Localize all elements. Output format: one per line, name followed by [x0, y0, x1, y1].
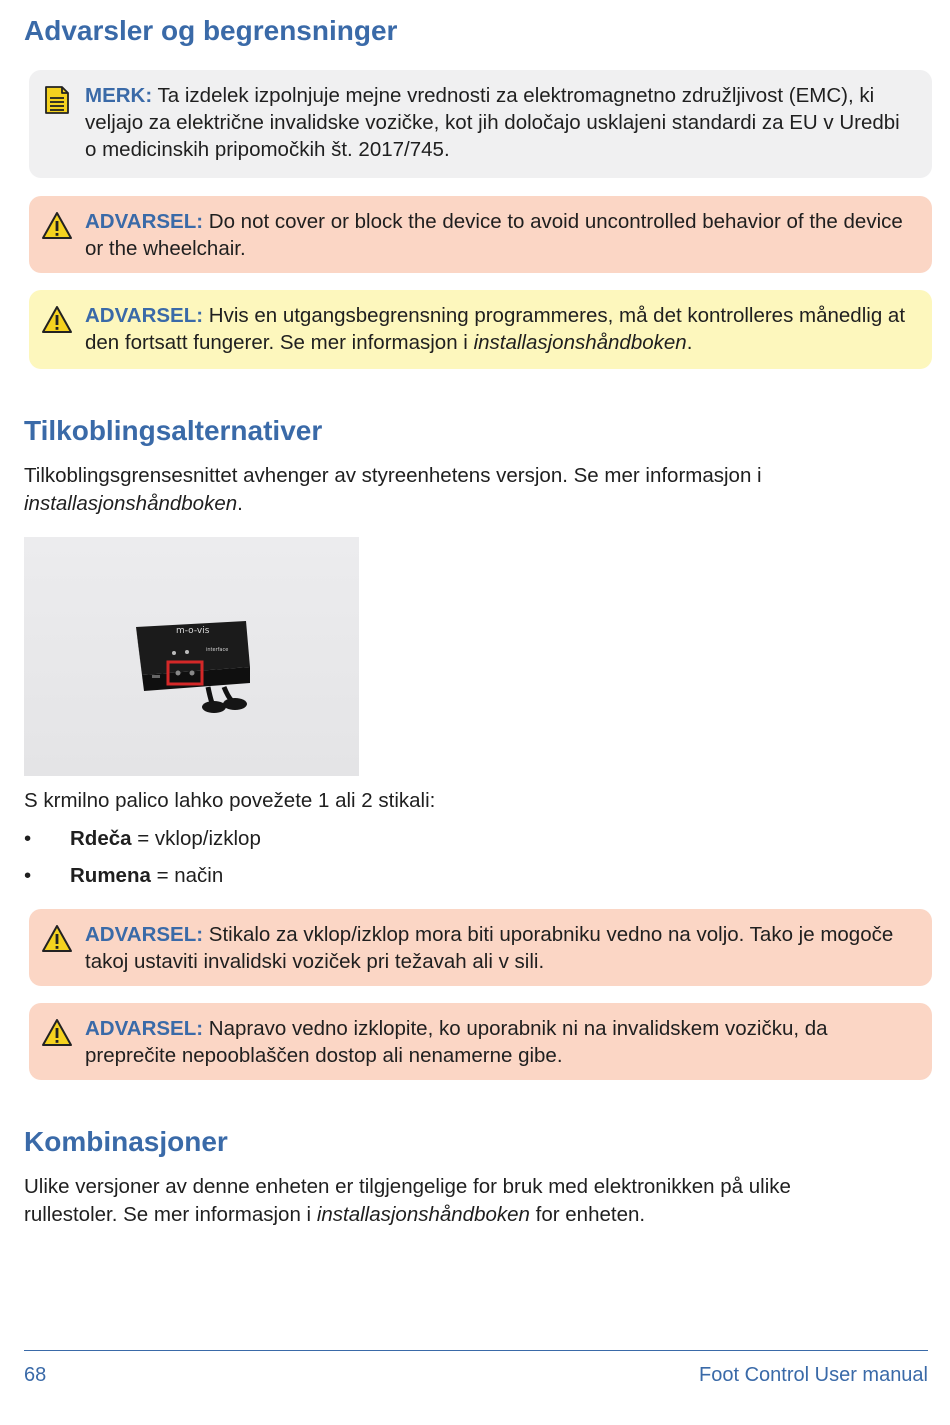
note-box	[29, 70, 932, 178]
footer-divider	[24, 1350, 928, 1351]
note-text: Ta izdelek izpolnjuje mejne vrednosti za elektromagnetno združljivost (EMC), ki veljajo za električne invalidske vozičke, kot jih določajo usklajeni standardi za EU v Uredbi o medicinskih pripomočkih št. 2017/745.	[85, 84, 900, 161]
switch-color-yellow: Rumena	[70, 864, 151, 887]
switch-intro: S krmilno palico lahko povežete 1 ali 2 stikali:	[24, 789, 436, 812]
manual-title: Foot Control User manual	[699, 1364, 928, 1386]
warning-label: ADVARSEL:	[85, 923, 204, 946]
section-heading-combinations: Kombinasjoner	[24, 1126, 228, 1157]
device-photo	[24, 537, 359, 776]
switch-function: = način	[150, 864, 224, 887]
interface-device-illustration	[24, 537, 359, 776]
device-label: interface	[206, 647, 229, 653]
warning-label: ADVARSEL:	[85, 1017, 204, 1040]
section-heading-connections: Tilkoblingsalternativer	[24, 415, 323, 446]
manual-reference: installasjonshåndboken	[24, 492, 238, 515]
warning-text: Hvis en utgangsbegrensning programmeres, må det kontrolleres månedlig at den fortsatt fungerer. Se mer informasjon i	[85, 304, 906, 354]
manual-reference: installasjonshåndboken	[473, 331, 687, 354]
warning-triangle-icon	[41, 1017, 73, 1049]
note-icon	[41, 84, 73, 116]
warning-box-1	[29, 196, 932, 273]
switch-color-red: Rdeča	[70, 827, 132, 850]
warning-box-2	[29, 290, 932, 369]
warning-triangle-icon	[41, 304, 73, 336]
switch-function: = vklop/izklop	[131, 827, 261, 850]
page-number: 68	[24, 1364, 47, 1386]
note-label: MERK:	[85, 84, 153, 107]
connections-intro: Tilkoblingsgrensesnittet avhenger av styreenhetens versjon. Se mer informasjon i installasjonshåndboken.	[24, 464, 762, 515]
combinations-text: Ulike versjoner av denne enheten er tilgjengelige for bruk med elektronikken på ulike rullestoler. Se mer informasjon i installasjonshåndboken for enheten.	[24, 1175, 791, 1226]
warning-label: ADVARSEL:	[85, 210, 204, 233]
warning-text-end: .	[686, 331, 693, 354]
section-heading-warnings: Advarsler og begrensninger	[24, 15, 398, 46]
device-logo: m-o-vis	[176, 626, 210, 636]
manual-reference: installasjonshåndboken	[316, 1203, 530, 1226]
warning-box-3	[29, 909, 932, 986]
warning-box-4	[29, 1003, 932, 1080]
warning-triangle-icon	[41, 210, 73, 242]
warning-text: Napravo vedno izklopite, ko uporabnik ni na invalidskem vozičku, da preprečite nepooblaščen dostop ali nenamerne gibe.	[85, 1017, 828, 1067]
warning-text: Do not cover or block the device to avoid uncontrolled behavior of the device or the wheelchair.	[85, 210, 903, 260]
warning-text: Stikalo za vklop/izklop mora biti uporabniku vedno na voljo. Tako je mogoče takoj ustaviti invalidski voziček pri težavah ali v sili.	[85, 923, 894, 973]
warning-label: ADVARSEL:	[85, 304, 204, 327]
warning-triangle-icon	[41, 923, 73, 955]
